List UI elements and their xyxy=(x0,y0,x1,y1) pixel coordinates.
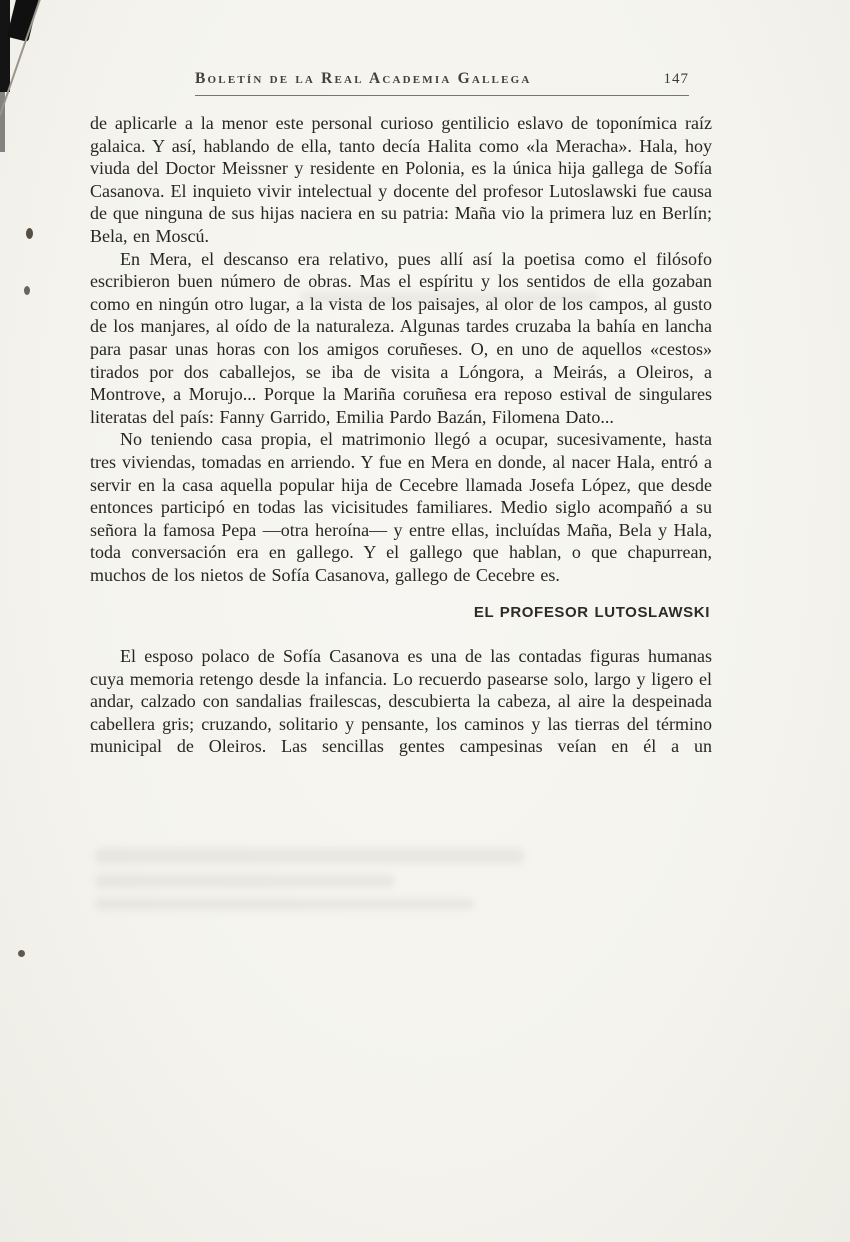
text-block xyxy=(90,112,712,758)
body-paragraph: No teniendo casa propia, el matrimonio llegó a ocupar, sucesivamente, hasta tres viviendas, tomadas en arriendo. Y fue en Mera en donde, al nacer Hala, entró a servir en la casa aquella popular hija de Cecebre llamada Josefa López, que desde entonces participó en todas las vicisitudes familiares. Medio siglo acompañó a su señora la famosa Pepa —otra heroína— y entre ellas, incluídas Maña, Bela y Hala, toda conversación era en gallego. Y el gallego que hablan, o que chapurrean, muchos de los nietos de Sofía Casanova, gallego de Cecebre es. xyxy=(90,429,712,585)
page-number: 147 xyxy=(663,71,689,87)
body-paragraph: En Mera, el descanso era relativo, pues allí así la poetisa como el filósofo escribieron buen número de obras. Mas el espíritu y los sentidos de ella gozaban como en ningún otro lugar, a la vista de los paisajes, al olor de los campos, al gusto de los manjares, al oído de la naturaleza. Algunas tardes cruzaba la bahía en lancha para pasar unas horas con los amigos coruñeses. O, en uno de aquellos «cestos» tirados por dos caballejos, se iba de visita a Lóngora, a Meirás, a Oleiros, a Montrove, a Morujo... Porque la Mariña coruñesa era reposo estival de singulares literatas del país: Fanny Garrido, Emilia Pardo Bazán, Filomena Dato... xyxy=(90,248,712,427)
scan-corner-blot xyxy=(7,0,39,42)
section-heading: EL PROFESOR LUTOSLAWSKI xyxy=(473,604,710,622)
scan-smudge xyxy=(95,874,395,888)
body-paragraph: El esposo polaco de Sofía Casanova es una de las contadas figuras humanas cuya memoria retengo desde la infancia. Lo recuerdo pasearse solo, largo y ligero el andar, calzado con sandalias frailescas, descubierta la cabeza, al aire la despeinada cabellera gris; cruzando, solitario y pensante, los caminos y las tierras del término municipal de Oleiros. Las sencillas gentes campesinas veían en él a un xyxy=(90,646,712,757)
scan-ink-dot xyxy=(26,228,33,239)
scan-smudge xyxy=(95,848,525,864)
scan-ink-dot xyxy=(24,286,30,295)
scan-smudge xyxy=(95,898,475,910)
running-head xyxy=(195,70,689,96)
journal-title: Boletín de la Real Academia Gallega xyxy=(195,70,532,87)
scan-edge-mark xyxy=(0,0,10,92)
body-paragraph: de aplicarle a la menor este personal curioso gentilicio eslavo de toponímica raíz galaica. Y así, hablando de ella, tanto decía Halita como «la Meracha». Hala, hoy viuda del Doctor Meissner y residente en Polonia, es la única hija gallega de Sofía Casanova. El inquieto vivir intelectual y docente del profesor Lutoslawski fue causa de que ninguna de sus hijas naciera en su patria: Maña vio la primera luz en Berlín; Bela, en Moscú. xyxy=(90,113,712,246)
scan-ink-dot xyxy=(18,950,25,957)
